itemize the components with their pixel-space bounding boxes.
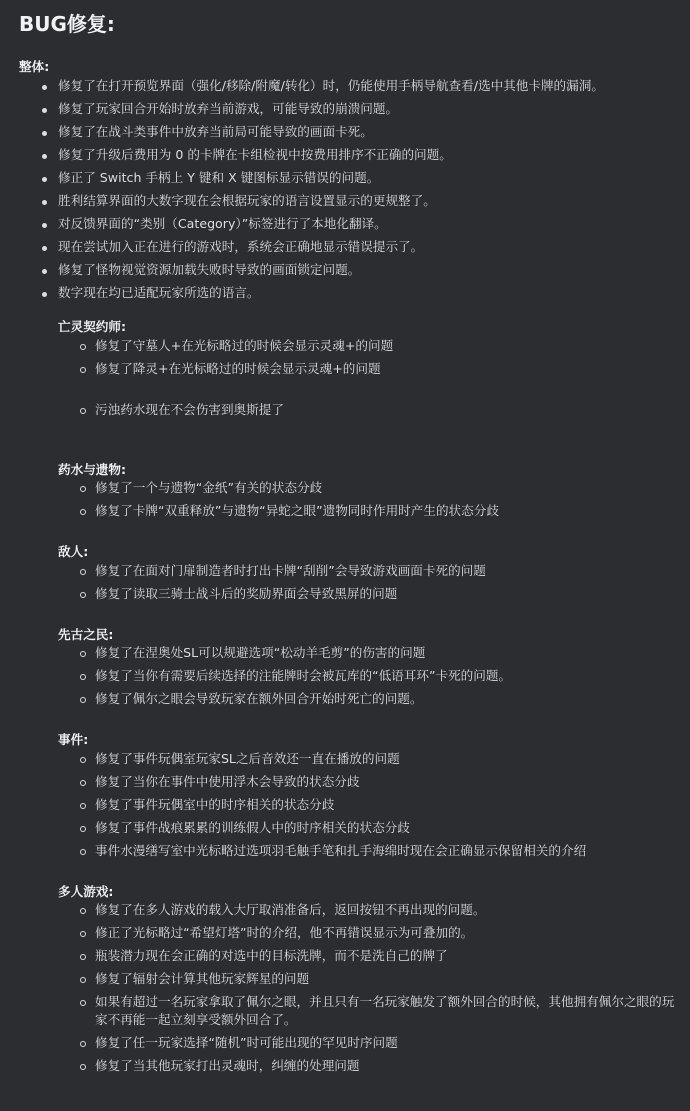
list-item: 修复了降灵+在光标略过的时候会显示灵魂+的问题	[95, 361, 381, 376]
bullet-icon	[80, 931, 86, 937]
list-item: 瓶装潜力现在会正确的对选中的目标洗牌，而不是洗自己的牌了	[95, 948, 448, 963]
bullet-icon	[80, 486, 86, 492]
bullet-icon	[42, 131, 47, 136]
list-item: 修复了玩家回合开始时放弃当前游戏，可能导致的崩溃问题。	[58, 101, 399, 116]
section-heading-ancients: 先古之民:	[58, 627, 114, 642]
list-item: 修复了守墓人+在光标略过的时候会显示灵魂+的问题	[95, 338, 394, 353]
bullet-icon	[80, 651, 86, 657]
bullet-icon	[80, 849, 86, 855]
bullet-icon	[80, 977, 86, 983]
section-heading-general: 整体:	[19, 59, 50, 74]
list-item: 修正了光标略过“希望灯塔”时的介绍，他不再错误显示为可叠加的。	[95, 925, 474, 940]
list-item: 修复了在涅奥处SL可以规避选项“松动羊毛剪”的伤害的问题	[95, 645, 426, 660]
bullet-icon	[80, 757, 86, 763]
section-heading-events: 事件:	[58, 732, 89, 747]
bullet-icon	[80, 908, 86, 914]
list-item: 修复了读取三骑士战斗后的奖励界面会导致黑屏的问题	[95, 586, 398, 601]
bullet-icon	[42, 292, 47, 297]
bullet-icon	[80, 674, 86, 680]
list-item: 修复了怪物视觉资源加载失败时导致的画面锁定问题。	[58, 262, 361, 277]
bullet-icon	[42, 154, 47, 159]
list-item: 修正了 Switch 手柄上 Y 键和 X 键图标显示错误的问题。	[58, 170, 380, 185]
bullet-icon	[80, 826, 86, 832]
bullet-icon	[42, 85, 47, 90]
list-item: 事件水漫缮写室中光标略过选项羽毛触手笔和扎手海绵时现在会正确显示保留相关的介绍	[95, 843, 587, 858]
bullet-icon	[80, 569, 86, 575]
list-item: 如果有超过一名玩家拿取了佩尔之眼，并且只有一名玩家触发了额外回合的时候，其他拥有佩尔之眼的玩家不再能一起立刻享受额外回合了。	[95, 994, 675, 1027]
list-item: 修复了辐射会计算其他玩家辉星的问题	[95, 971, 310, 986]
section-heading-potions-relics: 药水与遗物:	[58, 462, 127, 477]
bullet-icon	[80, 780, 86, 786]
bullet-icon	[80, 1064, 86, 1070]
list-item: 修复了一个与遗物“金纸”有关的状态分歧	[95, 480, 323, 495]
list-item: 修复了升级后费用为 0 的卡牌在卡组检视中按费用排序不正确的问题。	[58, 147, 452, 162]
list-item: 数字现在均已适配玩家所选的语言。	[58, 285, 260, 300]
bullet-icon	[42, 108, 47, 113]
bullet-icon	[80, 954, 86, 960]
list-item: 修复了当你有需要后续选择的注能牌时会被瓦库的“低语耳环”卡死的问题。	[95, 668, 512, 683]
bullet-icon	[42, 223, 47, 228]
bullet-icon	[80, 344, 86, 350]
list-item: 修复了在多人游戏的载入大厅取消准备后，返回按钮不再出现的问题。	[95, 902, 486, 917]
section-heading-necrobinder: 亡灵契约师:	[58, 319, 127, 334]
list-item: 修复了在打开预览界面（强化/移除/附魔/转化）时，仍能使用手柄导航查看/选中其他卡牌的漏洞。	[58, 78, 604, 93]
section-heading-multiplayer: 多人游戏:	[58, 884, 114, 899]
bullet-icon	[80, 803, 86, 809]
bullet-icon	[80, 509, 86, 515]
bullet-icon	[42, 269, 47, 274]
bullet-icon	[80, 697, 86, 703]
bullet-icon	[42, 246, 47, 251]
list-item: 修复了事件玩偶室中的时序相关的状态分歧	[95, 797, 335, 812]
bullet-icon	[80, 1000, 86, 1006]
list-item: 修复了当你在事件中使用浮木会导致的状态分歧	[95, 774, 360, 789]
bullet-icon	[80, 1041, 86, 1047]
list-item: 污浊药水现在不会伤害到奥斯提了	[95, 402, 284, 417]
bullet-icon	[80, 367, 86, 373]
list-item: 修复了任一玩家选择“随机”时可能出现的罕见时序问题	[95, 1035, 398, 1050]
bullet-icon	[42, 177, 47, 182]
bullet-icon	[80, 408, 86, 414]
list-item: 修复了佩尔之眼会导致玩家在额外回合开始时死亡的问题。	[95, 691, 423, 706]
list-item: 胜利结算界面的大数字现在会根据玩家的语言设置显示的更规整了。	[58, 193, 436, 208]
list-item: 修复了在战斗类事件中放弃当前局可能导致的画面卡死。	[58, 124, 373, 139]
bullet-icon	[42, 200, 47, 205]
list-item: 现在尝试加入正在进行的游戏时，系统会正确地显示错误提示了。	[58, 239, 424, 254]
list-item: 对反馈界面的“类别（Category）”标签进行了本地化翻译。	[58, 216, 387, 231]
list-item: 修复了当其他玩家打出灵魂时，纠缠的处理问题	[95, 1058, 360, 1073]
list-item: 修复了事件玩偶室玩家SL之后音效还一直在播放的问题	[95, 751, 400, 766]
bullet-icon	[80, 592, 86, 598]
list-item: 修复了卡牌“双重释放”与遗物“异蛇之眼”遗物同时作用时产生的状态分歧	[95, 503, 499, 518]
list-item: 修复了在面对门扉制造者时打出卡牌“刮削”会导致游戏画面卡死的问题	[95, 563, 486, 578]
list-item: 修复了事件战痕累累的训练假人中的时序相关的状态分歧	[95, 820, 410, 835]
page-title: BUG修复:	[19, 12, 115, 36]
section-heading-enemies: 敌人:	[58, 544, 89, 559]
